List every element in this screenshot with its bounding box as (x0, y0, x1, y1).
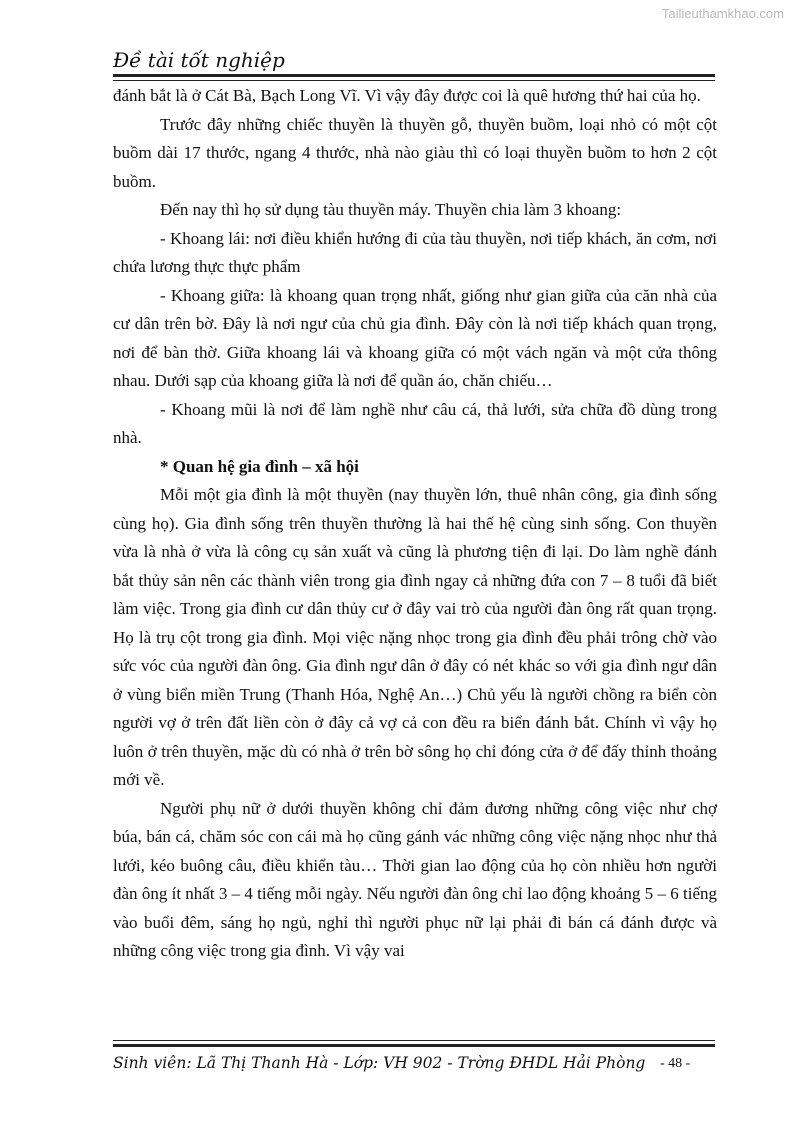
footer-rule-thick (113, 1044, 715, 1047)
section-heading: * Quan hệ gia đình – xã hội (160, 456, 359, 476)
header-rule-thick (113, 74, 715, 77)
page-number: - 48 - (660, 1056, 691, 1071)
paragraph-3: Đến nay thì họ sử dụng tàu thuyền máy. Thuyền chia làm 3 khoang: (160, 200, 622, 219)
paragraph-1: đánh bắt là ở Cát Bà, Bạch Long Vĩ. Vì vậy đây được coi là quê hương thứ hai của họ. (113, 86, 701, 105)
paragraph-5: - Khoang giữa: là khoang quan trọng nhất, giống như gian giữa của căn nhà của cư dân trên bờ. Đây là nơi ngư của chủ gia đình. Đây còn là nơi tiếp khách quan trọng, nơi để bàn thờ. Giữa khoang lái và khoang giữa có một vách ngăn và một cửa thông nhau. Dưới sạp của khoang giữa là nơi để quần áo, chăn chiếu… (113, 285, 717, 390)
paragraph-7: Mỗi một gia đình là một thuyền (nay thuyền lớn, thuê nhân công, gia đình sống cùng họ). Gia đình sống trên thuyền thường là hai thế hệ cùng sinh sống. Con thuyền vừa là nhà ở vừa là công cụ sản xuất và cũng là phương tiện đi lại. Do làm nghề đánh bắt thủy sản nên các thành viên trong gia đình ngay cả những đứa con 7 – 8 tuổi đã biết làm việc. Trong gia đình cư dân thủy cư ở đây vai trò của người đàn ông rất quan trọng. Họ là trụ cột trong gia đình. Mọi việc nặng nhọc trong gia đình đều phải trông chờ vào sức vóc của người đàn ông. Gia đình ngư dân ở đây có nét khác so với gia đình ngư dân ở vùng biển miền Trung (Thanh Hóa, Nghệ An…) Chủ yếu là người chồng ra biển còn người vợ ở trên đất liền còn ở đây cả vợ cả con đều ra biển đánh bắt. Chính vì vậy họ luôn ở trên thuyền, mặc dù có nhà ở trên bờ sông họ chỉ đóng cửa ở để đấy thỉnh thoảng mới về. (113, 485, 717, 789)
page-footer: Sinh viên: Lã Thị Thanh Hà - Lớp: VH 902 - Trờng ĐHDL Hải Phòng (113, 1054, 646, 1072)
paragraph-2: Trước đây những chiếc thuyền là thuyền gỗ, thuyền buồm, loại nhỏ có một cột buồm dài 17 thước, ngang 4 thước, nhà nào giàu thì có loại thuyền buồm to hơn 2 cột buồm. (113, 114, 717, 191)
header-rule-thin (113, 80, 715, 81)
paragraph-8: Người phụ nữ ở dưới thuyền không chỉ đảm đương những công việc như chợ búa, bán cá, chăm sóc con cái mà họ cũng gánh vác những công việc nặng nhọc như thả lưới, kéo buông câu, điều khiển tàu… Thời gian lao động của họ còn nhiều hơn người đàn ông ít nhất 3 – 4 tiếng mỗi ngày. Nếu người đàn ông chỉ lao động khoảng 5 – 6 tiếng vào buổi đêm, sáng họ ngủ, nghỉ thì người phục nữ lại phải đi bán cá đánh được và những công việc trong gia đình. Vì vậy vai (113, 798, 717, 960)
paragraph-6: - Khoang mũi là nơi để làm nghề như câu cá, thả lưới, sửa chữa đồ dùng trong nhà. (113, 399, 717, 447)
footer-rule-thin (113, 1040, 715, 1041)
paragraph-4: - Khoang lái: nơi điều khiển hướng đi của tàu thuyền, nơi tiếp khách, ăn cơm, nơi chứa lương thực thực phẩm (113, 228, 717, 276)
watermark: Tailieuthamkhao.com (661, 6, 784, 21)
page-header-title: Đề tài tốt nghiệp (113, 48, 285, 72)
document-body (113, 82, 717, 966)
